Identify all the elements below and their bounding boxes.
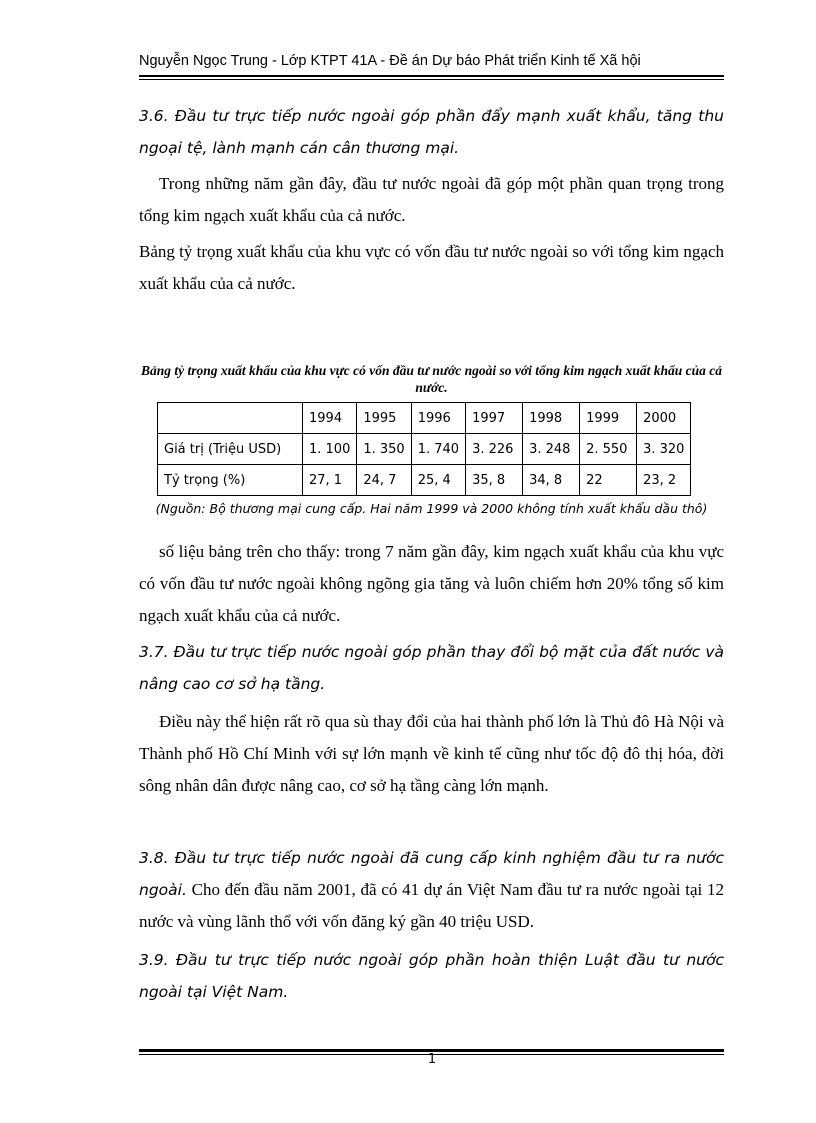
- page-header: Nguyễn Ngọc Trung - Lớp KTPT 41A - Đề án Dự báo Phát triển Kinh tế Xã hội: [139, 53, 641, 69]
- table-year-cell: 1996: [411, 403, 465, 434]
- table-cell: 1. 740: [411, 434, 465, 465]
- section-3-6-heading: 3.6. Đầu tư trực tiếp nước ngoài góp phần đẩy mạnh xuất khẩu, tăng thu ngoại tệ, lành mạnh cán cân thương mại.: [139, 107, 724, 157]
- table-year-cell: 1997: [466, 403, 523, 434]
- table-cell: 35, 8: [466, 465, 523, 496]
- table-caption: Bảng tỷ trọng xuất khẩu của khu vực có vốn đầu tư nước ngoài so với tổng kim ngạch xuất khẩu của cả nước.: [140, 363, 723, 395]
- export-share-table: [157, 402, 691, 496]
- table-source-note: (Nguồn: Bộ thương mại cung cấp. Hai năm 1999 và 2000 không tính xuất khẩu dầu thô): [155, 501, 708, 516]
- section-3-7-heading: 3.7. Đầu tư trực tiếp nước ngoài góp phần thay đổi bộ mặt của đất nước và nâng cao cơ sở hạ tầng.: [139, 643, 724, 693]
- section-3-6-paragraph-3: số liệu bảng trên cho thấy: trong 7 năm gần đây, kim ngạch xuất khẩu của khu vực có vốn đầu tư nước ngoài không ngõng gia tăng và luôn chiếm hơn 20% tổng số kim ngạch xuất khẩu của cả nước.: [139, 542, 724, 625]
- table-cell: 34, 8: [523, 465, 580, 496]
- table-header-row: [158, 403, 691, 434]
- table-year-cell: 1998: [523, 403, 580, 434]
- section-3-9-heading: 3.9. Đầu tư trực tiếp nước ngoài góp phần hoàn thiện Luật đầu tư nước ngoài tại Việt Nam.: [139, 951, 724, 1001]
- header-rule: [139, 75, 724, 77]
- section-3-6-paragraph-1: Trong những năm gần đây, đầu tư nước ngoài đã góp một phần quan trọng trong tổng kim ngạch xuất khẩu của cả nước.: [139, 174, 724, 225]
- table-row-label: Tỷ trọng (%): [158, 465, 303, 496]
- table-year-cell: 2000: [637, 403, 691, 434]
- table-corner-cell: [158, 403, 303, 434]
- page-number: 1: [427, 1052, 437, 1067]
- table-cell: 1. 350: [357, 434, 411, 465]
- table-cell: 3. 226: [466, 434, 523, 465]
- table-year-cell: 1995: [357, 403, 411, 434]
- table-year-cell: 1999: [580, 403, 637, 434]
- section-3-8-heading: 3.8. Đầu tư trực tiếp nước ngoài đã cung cấp kinh nghiệm đầu tư ra nước ngoài.: [139, 849, 724, 899]
- section-3-8-block: [139, 842, 724, 938]
- table-row: [158, 434, 691, 465]
- section-3-7-paragraph: Điều này thể hiện rất rõ qua sù thay đổi của hai thành phố lớn là Thủ đô Hà Nội và Thành phố Hồ Chí Minh với sự lớn mạnh về kinh tế cũng như tốc độ đô thị hóa, đời sông nhân dân được nâng cao, cơ sở hạ tầng càng lớn mạnh.: [139, 712, 724, 795]
- table-row-label: Giá trị (Triệu USD): [158, 434, 303, 465]
- table-cell: 1. 100: [303, 434, 357, 465]
- table-cell: 3. 320: [637, 434, 691, 465]
- section-3-8-body: Cho đến đầu năm 2001, đã có 41 dự án Việt Nam đầu tư ra nước ngoài tại 12 nước và vùng lãnh thổ với vốn đăng ký gần 40 triệu USD.: [139, 880, 724, 931]
- table-cell: 3. 248: [523, 434, 580, 465]
- table-year-cell: 1994: [303, 403, 357, 434]
- table-cell: 2. 550: [580, 434, 637, 465]
- table-cell: 24, 7: [357, 465, 411, 496]
- table-row: [158, 465, 691, 496]
- table-cell: 22: [580, 465, 637, 496]
- section-3-6-paragraph-2: Bảng tỷ trọng xuất khẩu của khu vực có vốn đầu tư nước ngoài so với tổng kim ngạch xuất khẩu của cả nước.: [139, 242, 724, 293]
- table-cell: 23, 2: [637, 465, 691, 496]
- table-cell: 25, 4: [411, 465, 465, 496]
- table-cell: 27, 1: [303, 465, 357, 496]
- header-rule-thin: [139, 79, 724, 80]
